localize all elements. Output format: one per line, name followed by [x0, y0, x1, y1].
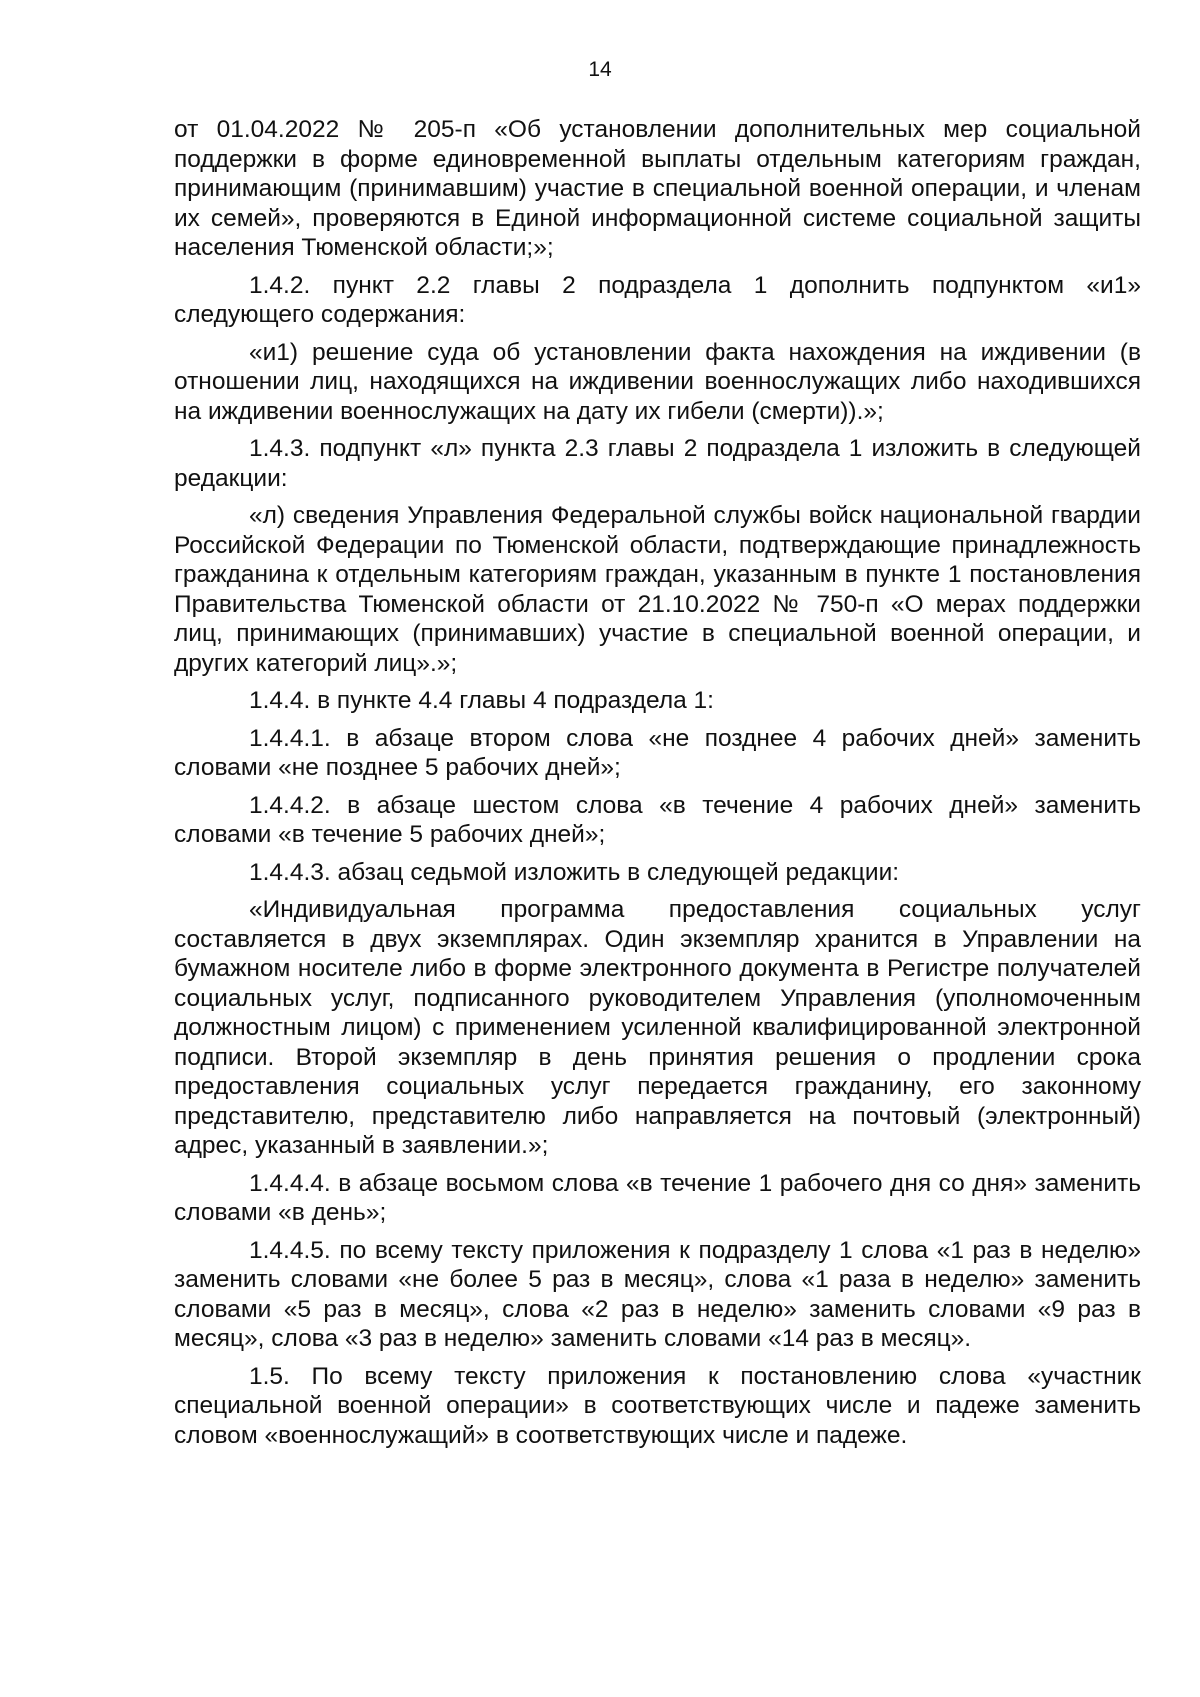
paragraph-1-5: 1.5. По всему тексту приложения к постановлению слова «участник специальной военной операции» в соответствующих числе и падеже заменить словом «военнослужащий» в соответствующих числе и падеже. [174, 1362, 1141, 1449]
paragraph-continuation: от 01.04.2022 № 205-п «Об установлении дополнительных мер социальной поддержки в форме единовременной выплаты отдельным категориям граждан, принимающим (принимавшим) участие в специальной военной операции, и членам их семей», проверяются в Единой информационной системе социальной защиты населения Тюменской области;»; [174, 116, 1141, 261]
paragraph-1-4-3: 1.4.3. подпункт «л» пункта 2.3 главы 2 подраздела 1 изложить в следующей редакции: [174, 435, 1141, 492]
paragraph-1-4-4: 1.4.4. в пункте 4.4 главы 4 подраздела 1: [249, 687, 714, 714]
document-body [174, 115, 1141, 1458]
paragraph-1-4-4-4: 1.4.4.4. в абзаце восьмом слова «в течение 1 рабочего дня со дня» заменить словами «в день»; [174, 1169, 1141, 1226]
paragraph-1-4-4-2: 1.4.4.2. в абзаце шестом слова «в течение 4 рабочих дней» заменить словами «в течение 5 рабочих дней»; [174, 791, 1141, 848]
paragraph-subpoint-l: «л) сведения Управления Федеральной службы войск национальной гвардии Российской Федерации по Тюменской области, подтверждающие принадлежность гражданина к отдельным категориям граждан, указанным в пункте 1 постановления Правительства Тюменской области от 21.10.2022 № 750-п «О мерах поддержки лиц, принимающих (принимавших) участие в специальной военной операции, и других категорий лиц».»; [174, 502, 1141, 677]
paragraph-1-4-2: 1.4.2. пункт 2.2 главы 2 подраздела 1 дополнить подпунктом «и1» следующего содержания: [174, 271, 1141, 328]
paragraph-1-4-4-5: 1.4.4.5. по всему тексту приложения к подразделу 1 слова «1 раз в неделю» заменить словами «не более 5 раз в месяц», слова «1 раза в неделю» заменить словами «5 раз в месяц», слова «2 раз в неделю» заменить словами «9 раз в месяц», слова «3 раз в неделю» заменить словами «14 раз в месяц». [174, 1236, 1141, 1352]
paragraph-1-4-4-3: 1.4.4.3. абзац седьмой изложить в следующей редакции: [249, 858, 900, 886]
page-number: 14 [588, 58, 612, 81]
paragraph-1-4-4-1: 1.4.4.1. в абзаце втором слова «не позднее 4 рабочих дней» заменить словами «не позднее 5 рабочих дней»; [174, 724, 1141, 781]
paragraph-individual-program: «Индивидуальная программа предоставления социальных услуг составляется в двух экземплярах. Один экземпляр хранится в Управлении на бумажном носителе либо в форме электронного документа в Регистре получателей социальных услуг, подписанного руководителем Управления (уполномоченным должностным лицом) с применением усиленной квалифицированной электронной подписи. Второй экземпляр в день принятия решения о продлении срока предоставления социальных услуг передается гражданину, его законному представителю, представителю либо направляется на почтовый (электронный) адрес, указанный в заявлении.»; [174, 896, 1141, 1159]
paragraph-subpoint-i1: «и1) решение суда об установлении факта нахождения на иждивении (в отношении лиц, находящихся на иждивении военнослужащих либо находившихся на иждивении военнослужащих на дату их гибели (смерти)).»; [174, 338, 1141, 425]
